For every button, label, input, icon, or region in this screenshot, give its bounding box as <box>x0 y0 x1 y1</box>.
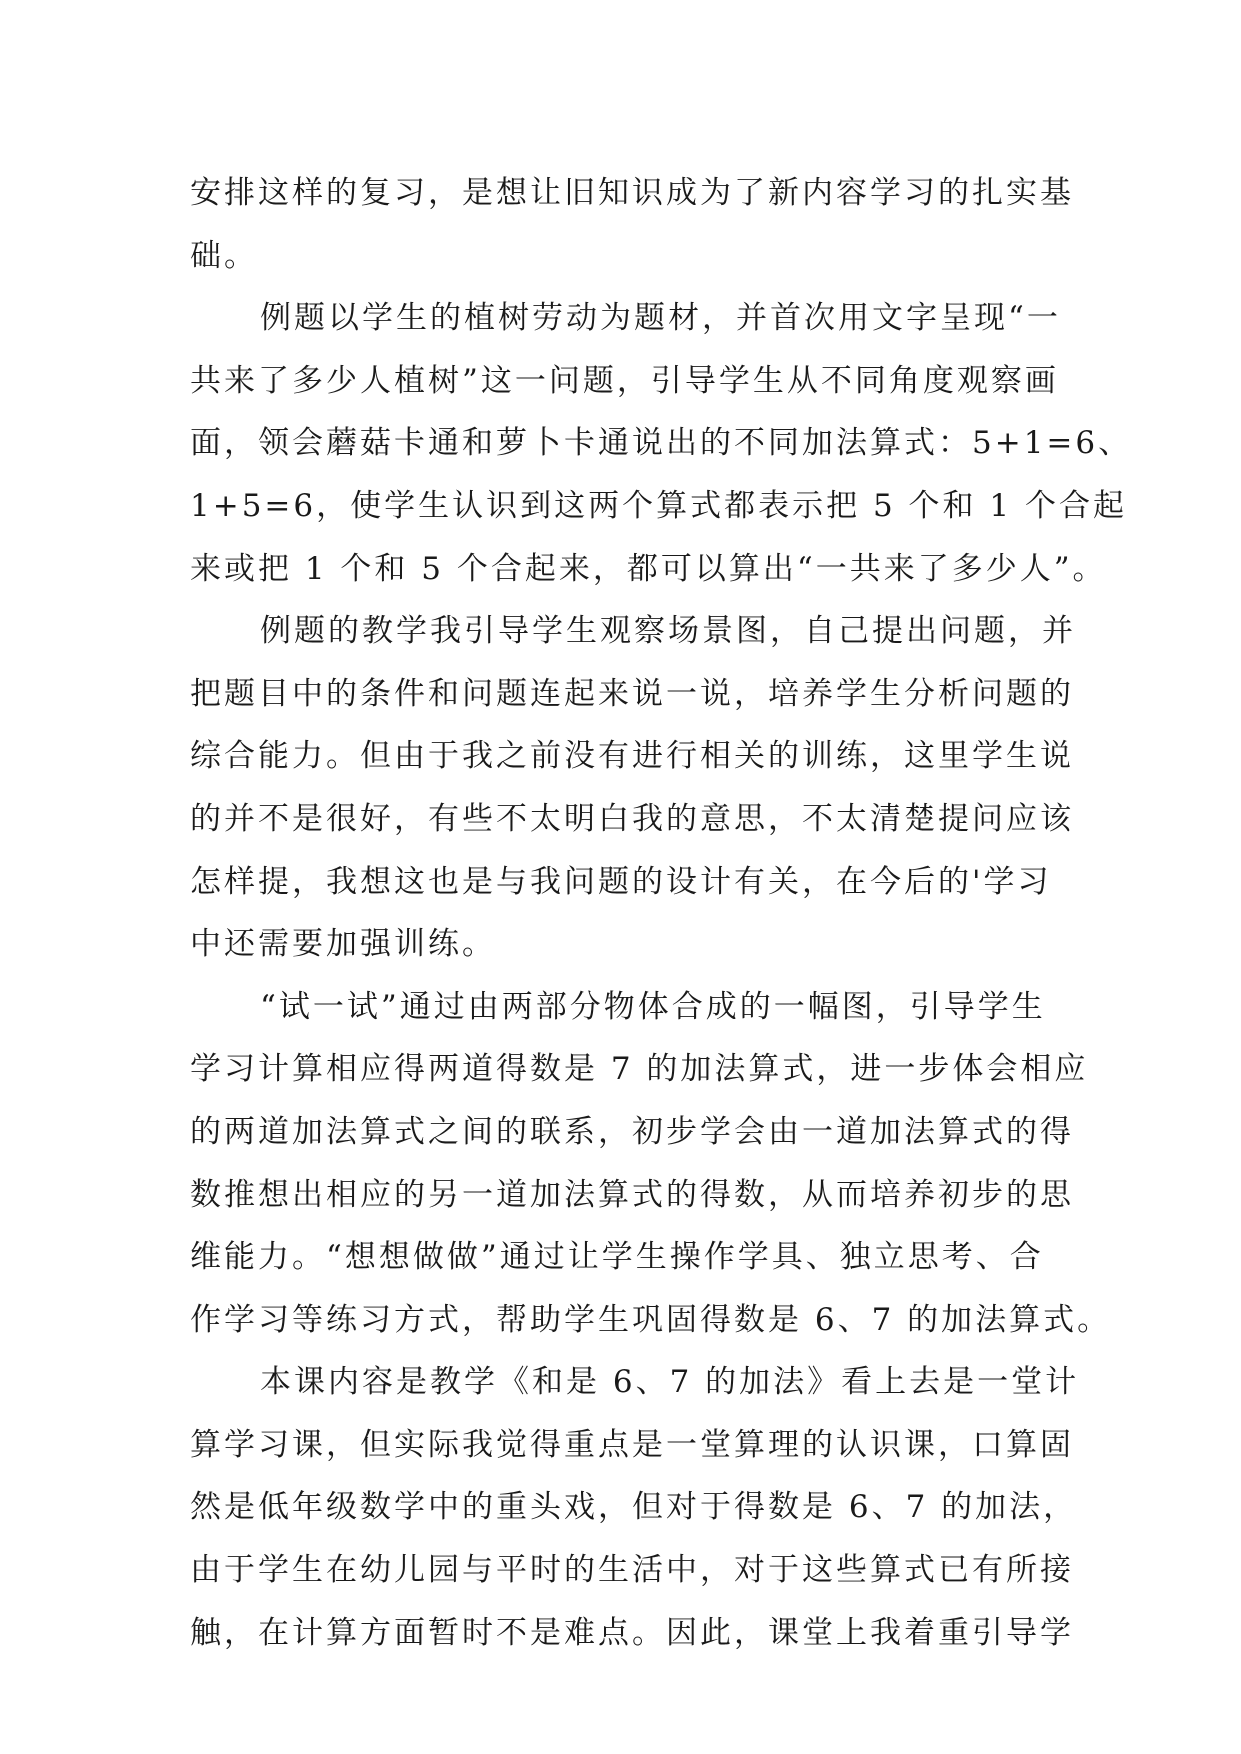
body-text <box>190 162 1133 1664</box>
text-line: 算学习课，但实际我觉得重点是一堂算理的认识课，口算固 <box>190 1426 1074 1463</box>
text-line: 把题目中的条件和问题连起来说一说，培养学生分析问题的 <box>190 675 1074 712</box>
text-line: 的两道加法算式之间的联系，初步学会由一道加法算式的得 <box>190 1113 1074 1150</box>
text-line: 然是低年级数学中的重头戏，但对于得数是 6、7 的加法， <box>190 1489 1078 1526</box>
text-line: 怎样提，我想这也是与我问题的设计有关，在今后的'学习 <box>190 863 1052 900</box>
paragraph-first-line: “试一试”通过由两部分物体合成的一幅图，引导学生 <box>260 988 1046 1025</box>
paragraph-first-line: 本课内容是教学《和是 6、7 的加法》看上去是一堂计 <box>260 1364 1080 1401</box>
text-line: 面，领会蘑菇卡通和萝卜卡通说出的不同加法算式：5+1=6、 <box>190 425 1133 462</box>
paragraph-first-line: 例题的教学我引导学生观察场景图，自己提出问题，并 <box>260 613 1076 650</box>
text-line: 础。 <box>190 237 258 274</box>
paragraph-first-line: 例题以学生的植树劳动为题材，并首次用文字呈现“一 <box>260 300 1061 337</box>
text-line: 触，在计算方面暂时不是难点。因此，课堂上我着重引导学 <box>190 1614 1074 1651</box>
text-line: 来或把 1 个和 5 个合起来，都可以算出“一共来了多少人”。 <box>190 550 1107 587</box>
text-line: 数推想出相应的另一道加法算式的得数，从而培养初步的思 <box>190 1176 1074 1213</box>
text-line: 综合能力。但由于我之前没有进行相关的训练，这里学生说 <box>190 738 1074 775</box>
text-line: 安排这样的复习，是想让旧知识成为了新内容学习的扎实基 <box>190 175 1074 211</box>
text-line: 由于学生在幼儿园与平时的生活中，对于这些算式已有所接 <box>190 1552 1074 1589</box>
text-line: 学习计算相应得两道得数是 7 的加法算式，进一步体会相应 <box>190 1051 1089 1088</box>
text-line: 作学习等练习方式，帮助学生巩固得数是 6、7 的加法算式。 <box>190 1301 1112 1338</box>
text-line: 1+5=6，使学生认识到这两个算式都表示把 5 个和 1 个合起 <box>190 487 1127 524</box>
text-line: 维能力。“想想做做”通过让学生操作学具、独立思考、合 <box>190 1239 1044 1276</box>
text-line: 中还需要加强训练。 <box>190 926 496 963</box>
text-line: 的并不是很好，有些不太明白我的意思，不太清楚提问应该 <box>190 800 1074 837</box>
text-line: 共来了多少人植树”这一问题，引导学生从不同角度观察画 <box>190 362 1059 399</box>
